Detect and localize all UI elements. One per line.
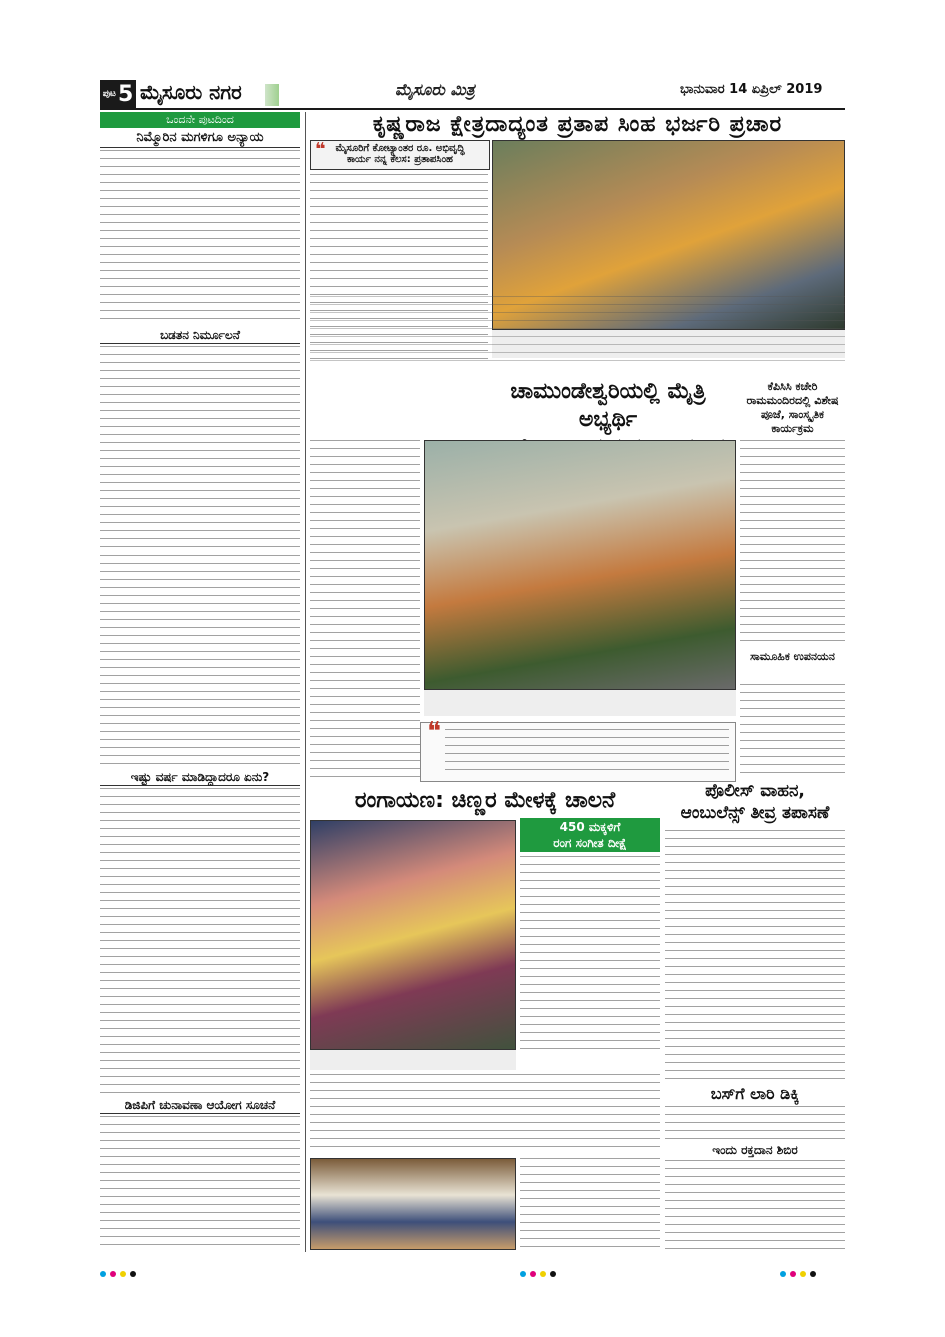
callout-line-1: ಮೈಸೂರಿಗೆ ಕೋಟ್ಯಾಂತರ ರೂ. ಅಭಿವೃದ್ಧಿ: [335, 143, 465, 154]
vijayashankar-photo: [424, 440, 736, 690]
rangayana-photo-caption: [310, 1050, 516, 1070]
blood-camp-headline: ಇಂದು ರಕ್ತದಾನ ಶಿಬಿರ: [712, 1143, 798, 1157]
quote-icon: ❝: [427, 717, 441, 747]
column-divider: [305, 112, 306, 1252]
police-headline-line-1: ಪೊಲೀಸ್ ವಾಹನ,: [705, 781, 805, 801]
vijayashankar-photo-caption: [424, 690, 736, 716]
sidebar-body-2: [740, 684, 845, 776]
sidebar-headline-2: ಸಾಮೂಹಿಕ ಉಪನಯನ: [750, 650, 835, 663]
rangayana-box: [520, 818, 660, 852]
issue-date: ಭಾನುವಾರ 14 ಏಪ್ರಿಲ್ 2019: [680, 82, 823, 97]
left-headline-1: ನಿಮ್ಮೊರಿನ ಮಗಳಿಗೂ ಅನ್ಯಾಯ: [100, 130, 300, 148]
second-headline-line-1: ಚಾಮುಂಡೇಶ್ವರಿಯಲ್ಲಿ ಮೈತ್ರಿ ಅಭ್ಯರ್ಥಿ: [510, 379, 706, 432]
left-body-2: [100, 346, 300, 552]
left-body-3: [100, 555, 300, 767]
second-story-headline: [480, 378, 736, 438]
rangayana-headline: ರಂಗಾಯಣ: ಚಿಣ್ಣರ ಮೇಳಕ್ಕೆ ಚಾಲನೆ: [354, 788, 616, 813]
sidebar-headline-1: ಕೆಪಿಸಿಸಿ ಕಚೇರಿ ರಾಮಮಂದಿರದಲ್ಲಿ ವಿಶೇಷ ಪೂಜೆ, ಸಾಂಸ್ಕೃತಿಕ ಕಾರ್ಯಕ್ರಮ: [746, 380, 839, 435]
section-band: [265, 84, 279, 106]
masthead: ಮೈಸೂರು ಮಿತ್ರ: [395, 80, 475, 99]
page-number: [100, 80, 136, 108]
continued-kicker: ಒಂದನೇ ಪುಟದಿಂದ: [100, 112, 300, 128]
blood-camp-body: [665, 1160, 845, 1250]
left-body-4: [100, 788, 300, 1094]
felicitation-body: [520, 1158, 660, 1250]
rangayana-photo: [310, 820, 516, 1050]
top-story-callout: [310, 140, 490, 170]
sidebar-body-1: [740, 440, 845, 646]
registration-marks-left: [100, 1262, 140, 1281]
page-number-value: 5: [117, 81, 134, 107]
box-line-1: 450 ಮಕ್ಕಳಿಗೆ: [559, 820, 621, 834]
page-label: ಪುಟ: [102, 89, 116, 99]
callout-line-2: ಕಾರ್ಯ ನನ್ನ ಕೆಲಸ: ಪ್ರತಾಪಸಿಂಹ: [347, 154, 453, 165]
police-body: [665, 830, 845, 1080]
top-story-headline: ಕೃಷ್ಣರಾಜ ಕ್ಷೇತ್ರದಾದ್ಯಂತ ಪ್ರತಾಪ ಸಿಂಹ ಭರ್ಜರಿ ಪ್ರಚಾರ: [372, 112, 783, 137]
second-story-body: [310, 440, 420, 780]
left-headline-4: ಡಿಜಿಪಿಗೆ ಚುನಾವಣಾ ಆಯೋಗ ಸೂಚನೆ: [100, 1098, 300, 1114]
registration-marks-center: [520, 1262, 560, 1281]
section-title: ಮೈಸೂರು ನಗರ: [140, 80, 242, 104]
left-body-5: [100, 1116, 300, 1250]
header-rule: [100, 108, 845, 110]
bus-body: [665, 1106, 845, 1140]
top-story-body-2: [310, 296, 845, 366]
left-body-1: [100, 150, 300, 326]
bus-headline: ಬಸ್‌ಗೆ ಲಾರಿ ಡಿಕ್ಕಿ: [710, 1084, 800, 1103]
box-line-2: ರಂಗ ಸಂಗೀತ ದೀಕ್ಷೆ: [553, 836, 627, 850]
second-story-quote: [420, 717, 736, 782]
rangayana-side-body: [520, 856, 660, 1050]
quote-body: [445, 729, 729, 775]
rangayana-body: [310, 1074, 660, 1154]
police-headline-line-2: ಆಂಬುಲೆನ್ಸ್ ತೀವ್ರ ತಪಾಸಣೆ: [680, 803, 830, 823]
registration-marks-right: [780, 1262, 820, 1281]
left-headline-2: ಬಡತನ ನಿರ್ಮೂಲನೆ: [100, 328, 300, 344]
quote-icon: ❝: [315, 139, 326, 160]
felicitation-photo: [310, 1158, 516, 1250]
left-headline-3: ಇಷ್ಟು ವರ್ಷ ಮಾಡಿದ್ದಾದರೂ ಏನು?: [100, 770, 300, 786]
police-headline: [665, 780, 845, 826]
